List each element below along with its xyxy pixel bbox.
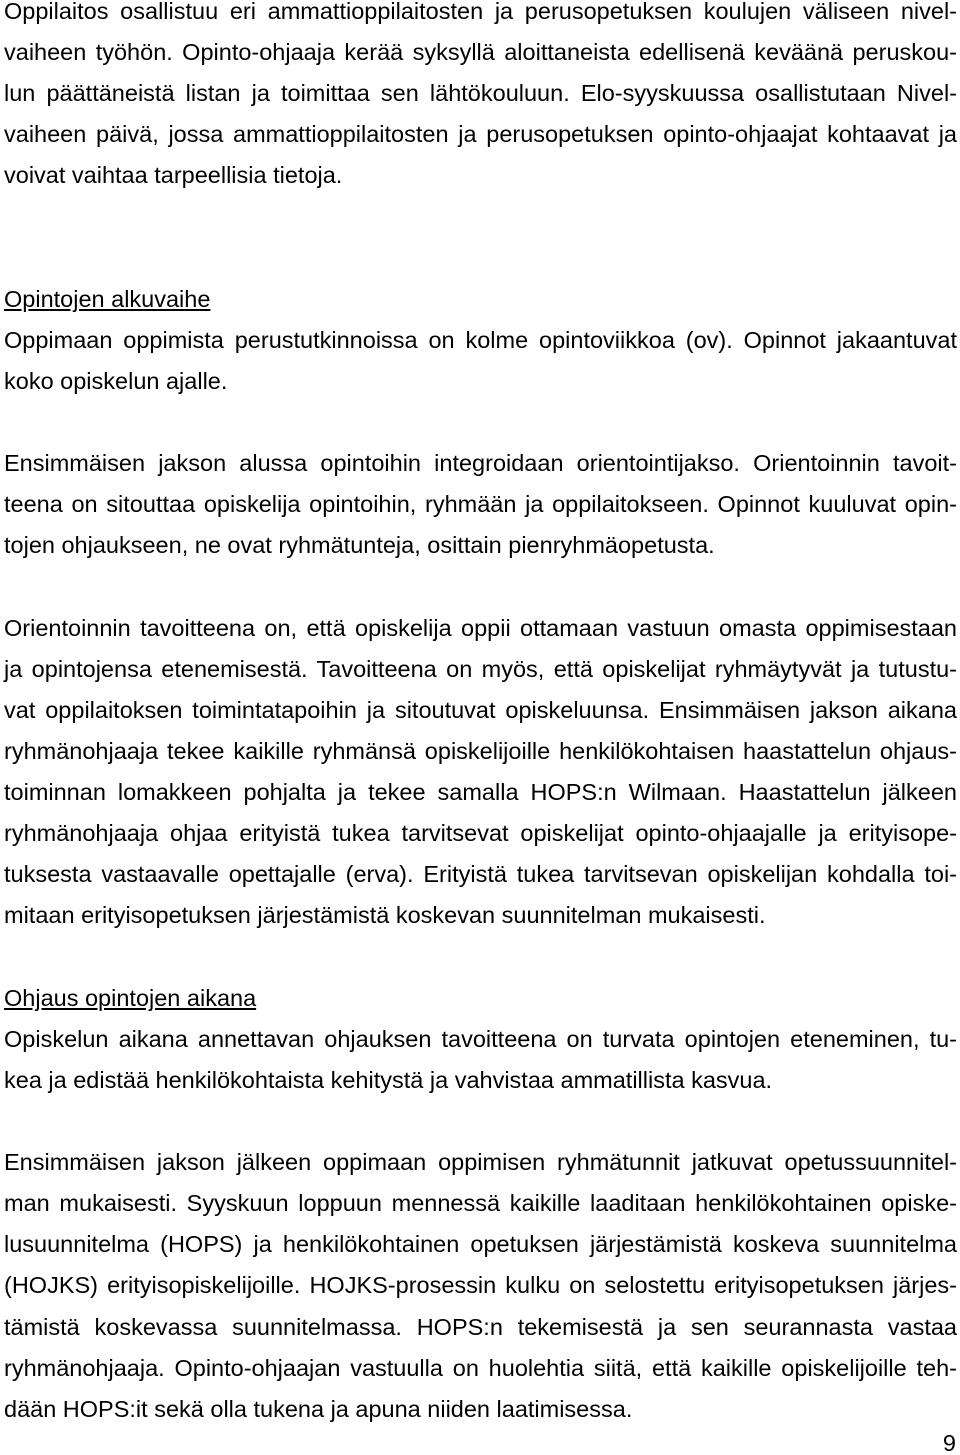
paragraph-line: mitaan erityisopetuksen järjestämistä koskevan suunnitelman mukaisesti. — [4, 902, 766, 929]
paragraph-line: vat oppilaitoksen toimintatapoihin ja sitoutuvat opiskeluunsa. Ensimmäisen jakson aikana — [4, 696, 957, 723]
paragraph — [4, 608, 957, 937]
paragraph-line: ryhmänohjaaja. Opinto-ohjaajan vastuulla on huolehtia siitä, että kaikille opiskelijoille teh- — [4, 1354, 957, 1381]
paragraph — [4, 1019, 957, 1101]
paragraph-line: tuksesta vastaavalle opettajalle (erva). Erityistä tukea tarvitsevan opiskelijan kohdalla toi- — [4, 861, 957, 888]
paragraph-line: Ensimmäisen jakson jälkeen oppimaan oppimisen ryhmätunnit jatkuvat opetussuunnitel- — [4, 1149, 957, 1176]
section-ohjaus-opintojen-aikana — [4, 978, 957, 1430]
paragraph-line: ryhmänohjaaja tekee kaikille ryhmänsä opiskelijoille henkilökohtaisen haastattelun ohjaus- — [4, 737, 957, 764]
paragraph-line: man mukaisesti. Syyskuun loppuun mennessä kaikille laaditaan henkilökohtainen opiske- — [4, 1190, 957, 1217]
paragraph-line: tojen ohjaukseen, ne ovat ryhmätunteja, osittain pienryhmäopetusta. — [4, 532, 715, 559]
paragraph — [4, 1142, 957, 1430]
paragraph-line: tämistä koskevassa suunnitelmassa. HOPS:n tekemisestä ja sen seurannasta vastaa — [4, 1313, 957, 1340]
paragraph — [4, 320, 957, 402]
section-heading: Opintojen alkuvaihe — [4, 285, 211, 312]
paragraph-line: ja opintojensa etenemisestä. Tavoitteena on myös, että opiskelijat ryhmäytyvät ja tutustu- — [4, 655, 957, 682]
paragraph-line: dään HOPS:it sekä olla tukena ja apuna niiden laatimisessa. — [4, 1395, 633, 1422]
paragraph-line: (HOJKS) erityisopiskelijoille. HOJKS-prosessin kulku on selostettu erityisopetuksen järjes- — [4, 1272, 957, 1299]
paragraph-line: ryhmänohjaaja ohjaa erityistä tukea tarvitsevat opiskelijat opinto-ohjaajalle ja erityisope- — [4, 820, 957, 847]
paragraph-line: voivat vaihtaa tarpeellisia tietoja. — [4, 162, 343, 189]
document-body — [4, 0, 957, 1430]
paragraph-line: Oppimaan oppimista perustutkinnoissa on kolme opintoviikkoa (ov). Opinnot jakaantuvat — [4, 326, 957, 353]
section-opintojen-alkuvaihe — [4, 279, 957, 937]
paragraph-line: vaiheen työhön. Opinto-ohjaaja kerää syksyllä aloittaneista edellisenä keväänä peruskou- — [4, 39, 957, 66]
paragraph-line: toiminnan lomakkeen pohjalta ja tekee samalla HOPS:n Wilmaan. Haastattelun jälkeen — [4, 779, 957, 806]
paragraph-line: vaiheen päivä, jossa ammattioppilaitosten ja perusopetuksen opinto-ohjaajat kohtaavat ja — [4, 121, 957, 148]
page-number: 9 — [942, 1430, 956, 1455]
paragraph-line: teena on sitouttaa opiskelija opintoihin, ryhmään ja oppilaitokseen. Opinnot kuuluvat opin- — [4, 491, 957, 518]
intro-paragraph — [4, 0, 957, 197]
section-heading: Ohjaus opintojen aikana — [4, 984, 257, 1011]
paragraph-line: lusuunnitelma (HOPS) ja henkilökohtainen opetuksen järjestämistä koskeva suunnitelma — [4, 1231, 957, 1258]
paragraph-line: Opiskelun aikana annettavan ohjauksen tavoitteena on turvata opintojen eteneminen, tu- — [4, 1025, 957, 1052]
paragraph-line: lun päättäneistä listan ja toimittaa sen lähtökouluun. Elo-syyskuussa osallistutaan Nivel- — [4, 80, 957, 107]
paragraph-line: Orientoinnin tavoitteena on, että opiskelija oppii ottamaan vastuun omasta oppimisestaan — [4, 614, 957, 641]
paragraph — [4, 443, 957, 566]
paragraph-line: Oppilaitos osallistuu eri ammattioppilaitosten ja perusopetuksen koulujen väliseen nivel- — [4, 0, 957, 24]
paragraph-line: Ensimmäisen jakson alussa opintoihin integroidaan orientointijakso. Orientoinnin tavoit- — [4, 450, 957, 477]
paragraph-line: kea ja edistää henkilökohtaista kehitystä ja vahvistaa ammatillista kasvua. — [4, 1066, 773, 1093]
paragraph-line: koko opiskelun ajalle. — [4, 368, 228, 394]
